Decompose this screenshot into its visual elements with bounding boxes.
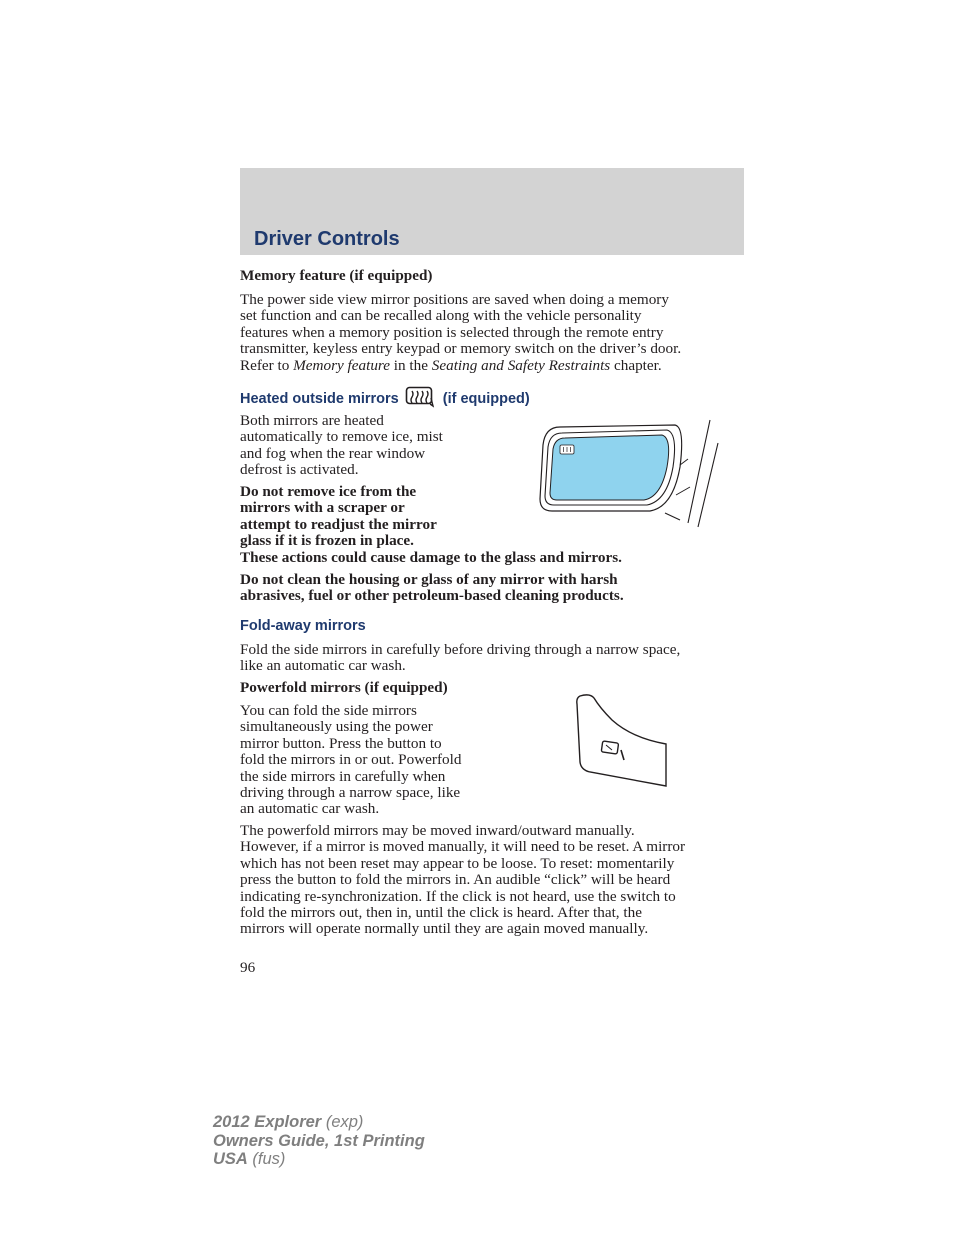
memory-line [240, 358, 744, 374]
fold-line: Fold the side mirrors in carefully before driving through a narrow space, [240, 641, 681, 658]
powerfold-line: driving through a narrow space, like [240, 784, 461, 802]
footer-line-guide: Owners Guide, 1st Printing [213, 1131, 425, 1150]
heated-heading-row [240, 386, 744, 412]
fold-paragraph [240, 642, 744, 675]
powerfold-line: an automatic car wash. [240, 800, 380, 818]
page-number: 96 [240, 959, 256, 976]
warning-line: glass if it is frozen in place. [240, 532, 414, 550]
reset-line: fold the mirrors out, then in, until the click is heard. After that, the [240, 904, 642, 922]
reset-line: However, if a mirror is moved manually, it will need to be reset. A mirror [240, 838, 686, 856]
memory-line: features when a memory position is selected through the remote entry [240, 323, 664, 341]
footer-market-code: (fus) [247, 1150, 286, 1168]
text-run: chapter. [610, 356, 662, 374]
footer-line-model [213, 1113, 425, 1132]
footer-model: 2012 Explorer [213, 1113, 322, 1131]
powerfold-line: mirror button. Press the button to [240, 734, 442, 752]
section-header-band [240, 168, 744, 255]
warning-line: These actions could cause damage to the glass and mirrors. [240, 548, 622, 566]
memory-section [240, 268, 744, 284]
powerfold-subheading: Powerfold mirrors (if equipped) [240, 679, 448, 696]
heated-warning-scraper [240, 484, 744, 566]
memory-heading: Memory feature (if equipped) [240, 267, 433, 284]
seating-chapter-ref: Seating and Safety Restraints [431, 356, 611, 374]
page-number-row [240, 960, 255, 976]
powerfold-reset-paragraph [240, 823, 744, 938]
powerfold-line: fold the mirrors in or out. Powerfold [240, 751, 462, 769]
fold-heading: Fold-away mirrors [240, 618, 366, 634]
document-footer [213, 1113, 425, 1169]
reset-line: indicating re-synchronization. If the click is not heard, use the switch to [240, 887, 676, 905]
heated-line: Both mirrors are heated [240, 412, 384, 429]
reset-line: which has not been reset may appear to be loose. To reset: momentarily [240, 854, 675, 872]
footer-line-market [213, 1150, 425, 1169]
fold-heading-row [240, 618, 366, 634]
fold-line: like an automatic car wash. [240, 657, 406, 675]
text-run: in the [390, 356, 432, 374]
footer-model-code: (exp) [321, 1113, 364, 1131]
warning-line: abrasives, fuel or other petroleum-based cleaning products. [240, 587, 624, 605]
footer-market: USA [213, 1150, 248, 1168]
powerfold-subheading-row [240, 680, 448, 696]
memory-line: set function and can be recalled along with the vehicle personality [240, 307, 642, 325]
reset-line: mirrors will operate normally until they are again moved manually. [240, 920, 649, 938]
warning-line: attempt to readjust the mirror [240, 515, 437, 533]
section-title: Driver Controls [254, 228, 400, 250]
powerfold-line: You can fold the side mirrors [240, 702, 417, 719]
powerfold-line: the side mirrors in carefully when [240, 767, 446, 785]
memory-feature-ref: Memory feature [293, 356, 390, 374]
warning-line: Do not clean the housing or glass of any mirror with harsh [240, 571, 618, 588]
memory-paragraph [240, 292, 744, 374]
powerfold-line: simultaneously using the power [240, 718, 433, 736]
warning-line: Do not remove ice from the [240, 483, 417, 500]
heated-line: automatically to remove ice, mist [240, 428, 443, 446]
memory-line: The power side view mirror positions are saved when doing a memory [240, 291, 669, 308]
warning-line: mirrors with a scraper or [240, 499, 405, 517]
heated-line: and fog when the rear window [240, 444, 426, 462]
powerfold-button-illustration [572, 690, 672, 794]
heated-heading-suffix: (if equipped) [442, 390, 530, 407]
heated-heading-text: Heated outside mirrors [240, 390, 399, 407]
heated-paragraph [240, 413, 500, 479]
memory-line: transmitter, keyless entry keypad or memory switch on the driver’s door. [240, 340, 682, 358]
reset-line: The powerfold mirrors may be moved inward/outward manually. [240, 822, 635, 839]
text-run: Refer to [240, 356, 294, 374]
powerfold-paragraph [240, 703, 510, 818]
heated-heading [240, 386, 744, 412]
rear-defrost-icon [405, 386, 435, 412]
heated-line: defrost is activated. [240, 461, 359, 479]
heated-warning-cleaning [240, 572, 744, 605]
reset-line: press the button to fold the mirrors in. An audible “click” will be heard [240, 871, 671, 889]
